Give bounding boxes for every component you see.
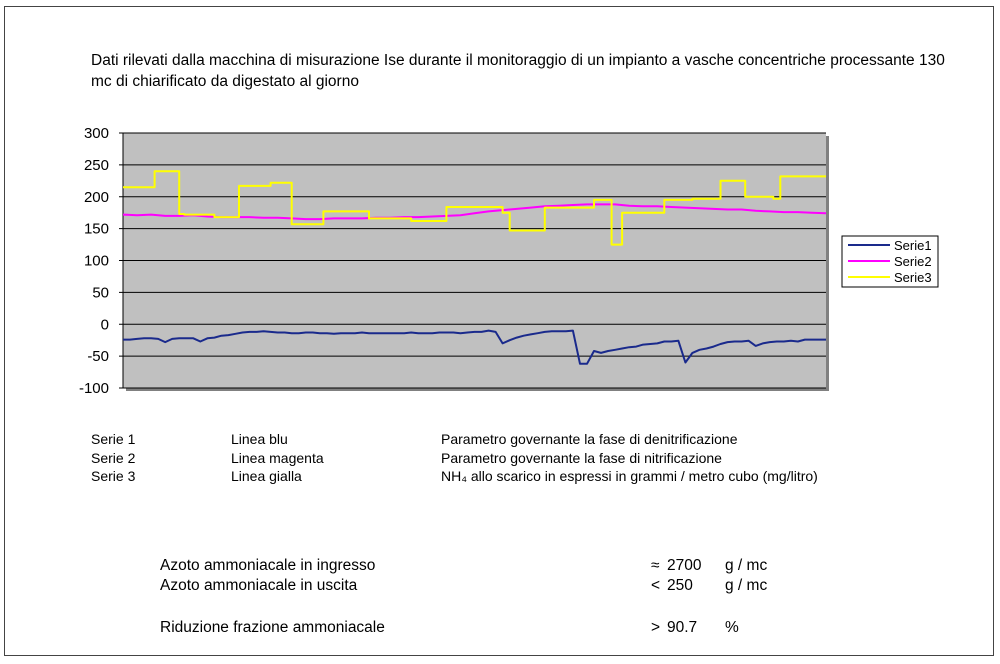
ingresso-symbol: ≈ [651,557,660,574]
chart-title: Dati rilevati dalla macchina di misurazione Ise durante il monitoraggio di un impianto a vasche concentriche processante 130 mc di chiarificato da digestato al giorno [91,52,945,90]
legend-label-serie1: Serie1 [894,238,932,253]
y-tick-label: 100 [83,252,109,270]
riduzione-value: 90.7 [667,619,698,636]
legend-serie-3: Serie 3 [91,468,136,484]
ingresso-value: 2700 [667,557,702,574]
legend-linea-2: Linea magenta [231,450,324,466]
legend-serie-1: Serie 1 [91,431,136,447]
uscita-label: Azoto ammoniacale in uscita [160,577,358,594]
legend-descr-1: Parametro governante la fase di denitrificazione [441,431,738,447]
y-tick-label: 200 [83,188,109,206]
legend-descr-2: Parametro governante la fase di nitrificazione [441,450,722,466]
y-tick-label: 50 [92,284,109,302]
y-tick-label: -50 [87,348,109,366]
y-tick-label: 300 [83,125,109,142]
ingresso-label: Azoto ammoniacale in ingresso [160,557,376,574]
legend-linea-1: Linea blu [231,431,288,447]
riduzione-unit: % [725,619,739,636]
y-tick-label: 250 [83,156,109,174]
uscita-value: 250 [667,577,693,594]
y-tick-label: 0 [100,316,109,334]
uscita-unit: g / mc [725,577,768,594]
ingresso-unit: g / mc [725,557,768,574]
y-tick-label: 150 [83,220,109,238]
uscita-symbol: < [651,577,661,594]
legend-label-serie2: Serie2 [894,254,932,269]
legend-linea-3: Linea gialla [231,468,302,484]
y-tick-label: -100 [78,380,109,397]
legend-label-serie3: Serie3 [894,270,932,285]
legend-serie-2: Serie 2 [91,450,136,466]
riduzione-symbol: > [651,619,661,636]
legend-descr-3: NH₄ allo scarico in espressi in grammi / metro cubo (mg/litro) [441,468,818,484]
riduzione-label: Riduzione frazione ammoniacale [160,619,385,636]
